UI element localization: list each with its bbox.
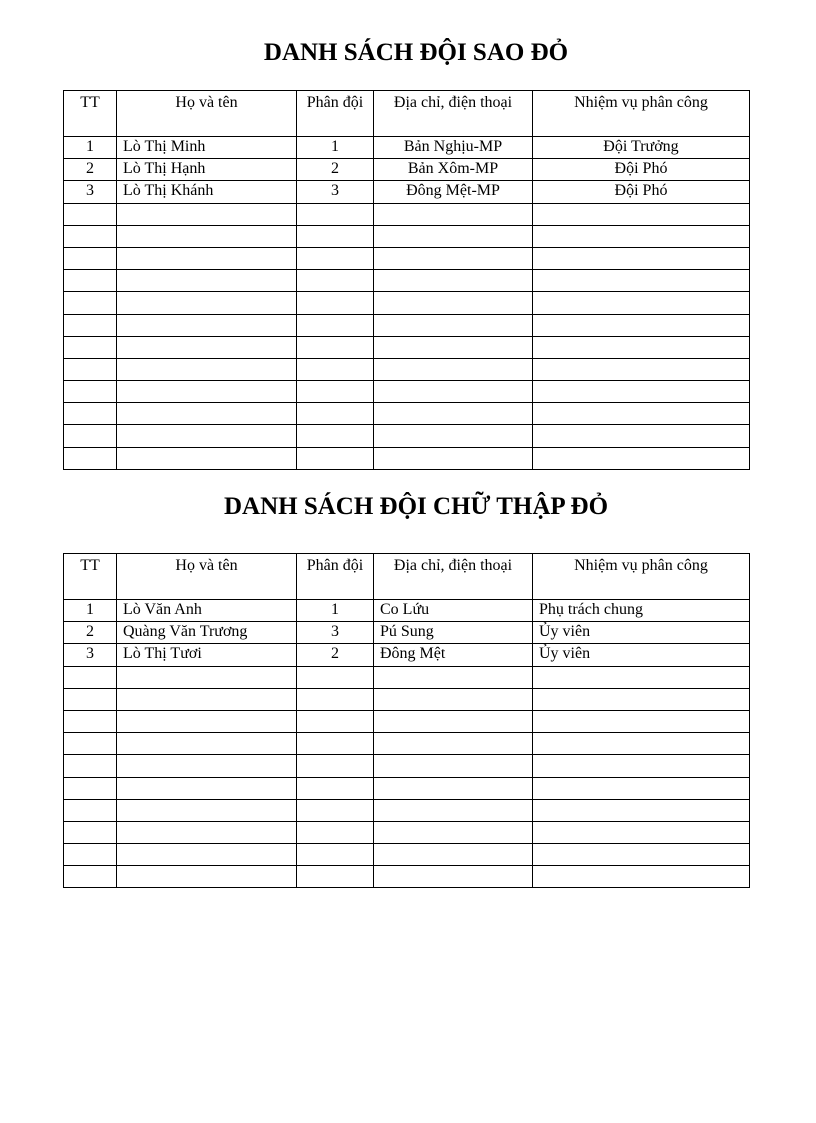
header-address: Địa chỉ, điện thoại	[374, 554, 533, 600]
table-row	[64, 403, 750, 425]
cell-address	[374, 203, 533, 225]
cell-duty	[533, 314, 750, 336]
cell-name	[117, 336, 297, 358]
cell-address: Co Lứu	[374, 600, 533, 622]
cell-duty: Đội Phó	[533, 159, 750, 181]
table-row	[64, 710, 750, 732]
section-title-chu-thap-do: DANH SÁCH ĐỘI CHỮ THẬP ĐỎ	[223, 493, 609, 520]
cell-team: 2	[297, 159, 374, 181]
header-duty: Nhiệm vụ phân công	[533, 91, 750, 137]
cell-duty	[533, 666, 750, 688]
table-row	[64, 159, 750, 181]
cell-duty	[533, 447, 750, 469]
cell-tt	[64, 821, 117, 843]
cell-team	[297, 821, 374, 843]
header-name: Họ và tên	[117, 91, 297, 137]
cell-name: Quàng Văn Trương	[117, 622, 297, 644]
cell-team	[297, 447, 374, 469]
cell-tt	[64, 666, 117, 688]
cell-address: Đông Mệt	[374, 644, 533, 666]
cell-name	[117, 666, 297, 688]
cell-duty	[533, 247, 750, 269]
cell-duty: Ủy viên	[533, 622, 750, 644]
cell-address	[374, 821, 533, 843]
cell-team	[297, 358, 374, 380]
cell-name	[117, 733, 297, 755]
cell-address	[374, 799, 533, 821]
cell-name	[117, 225, 297, 247]
table-row	[64, 270, 750, 292]
header-tt: TT	[64, 554, 117, 600]
cell-name	[117, 425, 297, 447]
table-row	[64, 203, 750, 225]
cell-name: Lò Thị Minh	[117, 137, 297, 159]
table-row	[64, 755, 750, 777]
cell-name: Lò Văn Anh	[117, 600, 297, 622]
cell-tt	[64, 425, 117, 447]
cell-duty: Phụ trách chung	[533, 600, 750, 622]
cell-team: 2	[297, 644, 374, 666]
table-row	[64, 447, 750, 469]
cell-duty	[533, 381, 750, 403]
header-name: Họ và tên	[117, 554, 297, 600]
cell-name	[117, 314, 297, 336]
table-row	[64, 666, 750, 688]
cell-name: Lò Thị Khánh	[117, 181, 297, 203]
cell-duty	[533, 777, 750, 799]
cell-name	[117, 799, 297, 821]
table-row	[64, 688, 750, 710]
cell-tt	[64, 799, 117, 821]
cell-team	[297, 666, 374, 688]
cell-team	[297, 336, 374, 358]
table-row	[64, 644, 750, 666]
sao-do-table	[63, 90, 750, 470]
cell-name	[117, 203, 297, 225]
cell-tt	[64, 777, 117, 799]
cell-team: 1	[297, 600, 374, 622]
cell-team	[297, 270, 374, 292]
table-row	[64, 314, 750, 336]
cell-duty	[533, 688, 750, 710]
cell-tt	[64, 866, 117, 888]
table-row	[64, 799, 750, 821]
cell-tt: 3	[64, 644, 117, 666]
table-row	[64, 777, 750, 799]
cell-duty	[533, 292, 750, 314]
cell-duty	[533, 866, 750, 888]
cell-duty	[533, 336, 750, 358]
table-header-row	[64, 554, 750, 600]
cell-team	[297, 710, 374, 732]
cell-tt	[64, 203, 117, 225]
cell-tt	[64, 447, 117, 469]
cell-address: Bản Nghịu-MP	[374, 137, 533, 159]
cell-address: Pú Sung	[374, 622, 533, 644]
cell-address	[374, 292, 533, 314]
table-row	[64, 821, 750, 843]
cell-address	[374, 425, 533, 447]
cell-team	[297, 799, 374, 821]
cell-address	[374, 225, 533, 247]
cell-address	[374, 866, 533, 888]
cell-team	[297, 425, 374, 447]
cell-address	[374, 777, 533, 799]
cell-name	[117, 777, 297, 799]
cell-tt	[64, 403, 117, 425]
cell-tt	[64, 247, 117, 269]
cell-name	[117, 844, 297, 866]
cell-tt	[64, 336, 117, 358]
table-row	[64, 225, 750, 247]
cell-address	[374, 336, 533, 358]
cell-tt	[64, 225, 117, 247]
header-team: Phân đội	[297, 91, 374, 137]
header-duty: Nhiệm vụ phân công	[533, 554, 750, 600]
cell-duty	[533, 203, 750, 225]
cell-address	[374, 381, 533, 403]
cell-tt: 1	[64, 600, 117, 622]
table-body	[64, 600, 750, 888]
table-row	[64, 336, 750, 358]
table-row	[64, 137, 750, 159]
cell-team: 3	[297, 181, 374, 203]
cell-name	[117, 403, 297, 425]
cell-duty	[533, 755, 750, 777]
table-row	[64, 844, 750, 866]
cell-tt: 1	[64, 137, 117, 159]
cell-duty	[533, 821, 750, 843]
cell-tt	[64, 733, 117, 755]
cell-team	[297, 292, 374, 314]
cell-address	[374, 314, 533, 336]
cell-name	[117, 447, 297, 469]
cell-team: 3	[297, 622, 374, 644]
cell-team	[297, 381, 374, 403]
table-row	[64, 358, 750, 380]
cell-duty	[533, 710, 750, 732]
section-title-sao-do: DANH SÁCH ĐỘI SAO ĐỎ	[263, 39, 569, 66]
cell-tt	[64, 381, 117, 403]
cell-address: Bản Xôm-MP	[374, 159, 533, 181]
cell-tt: 2	[64, 159, 117, 181]
cell-address	[374, 844, 533, 866]
cell-team	[297, 247, 374, 269]
cell-team	[297, 755, 374, 777]
cell-name	[117, 292, 297, 314]
table-row	[64, 292, 750, 314]
cell-tt	[64, 314, 117, 336]
cell-team	[297, 688, 374, 710]
cell-duty	[533, 844, 750, 866]
cell-address	[374, 710, 533, 732]
cell-name	[117, 381, 297, 403]
cell-duty	[533, 358, 750, 380]
cell-address	[374, 447, 533, 469]
header-team: Phân đội	[297, 554, 374, 600]
cell-address	[374, 403, 533, 425]
cell-team	[297, 844, 374, 866]
cell-address	[374, 358, 533, 380]
cell-team	[297, 733, 374, 755]
chu-thap-do-table	[63, 553, 750, 888]
cell-tt: 3	[64, 181, 117, 203]
table-row	[64, 247, 750, 269]
cell-address	[374, 666, 533, 688]
table-row	[64, 733, 750, 755]
cell-duty	[533, 403, 750, 425]
cell-tt	[64, 710, 117, 732]
cell-team	[297, 203, 374, 225]
cell-team	[297, 403, 374, 425]
cell-name: Lò Thị Tươi	[117, 644, 297, 666]
cell-tt	[64, 755, 117, 777]
cell-name	[117, 270, 297, 292]
cell-team	[297, 777, 374, 799]
cell-duty	[533, 425, 750, 447]
cell-address	[374, 247, 533, 269]
cell-duty: Đội Phó	[533, 181, 750, 203]
cell-name	[117, 247, 297, 269]
table-row	[64, 181, 750, 203]
cell-duty: Ủy viên	[533, 644, 750, 666]
cell-address	[374, 733, 533, 755]
table-row	[64, 622, 750, 644]
table-header-row	[64, 91, 750, 137]
cell-team	[297, 866, 374, 888]
cell-name	[117, 755, 297, 777]
cell-address	[374, 270, 533, 292]
cell-team: 1	[297, 137, 374, 159]
cell-tt	[64, 688, 117, 710]
table-row	[64, 866, 750, 888]
cell-tt: 2	[64, 622, 117, 644]
cell-duty	[533, 225, 750, 247]
cell-duty	[533, 270, 750, 292]
table-row	[64, 600, 750, 622]
header-tt: TT	[64, 91, 117, 137]
cell-name	[117, 688, 297, 710]
cell-address	[374, 688, 533, 710]
cell-tt	[64, 270, 117, 292]
cell-address: Đông Mệt-MP	[374, 181, 533, 203]
cell-name	[117, 710, 297, 732]
table-row	[64, 381, 750, 403]
table-body	[64, 137, 750, 470]
cell-team	[297, 314, 374, 336]
cell-name	[117, 866, 297, 888]
cell-tt	[64, 358, 117, 380]
cell-name: Lò Thị Hạnh	[117, 159, 297, 181]
cell-address	[374, 755, 533, 777]
cell-name	[117, 358, 297, 380]
cell-duty	[533, 799, 750, 821]
cell-tt	[64, 292, 117, 314]
cell-tt	[64, 844, 117, 866]
table-row	[64, 425, 750, 447]
cell-duty	[533, 733, 750, 755]
header-address: Địa chỉ, điện thoại	[374, 91, 533, 137]
cell-duty: Đội Trưởng	[533, 137, 750, 159]
cell-team	[297, 225, 374, 247]
cell-name	[117, 821, 297, 843]
